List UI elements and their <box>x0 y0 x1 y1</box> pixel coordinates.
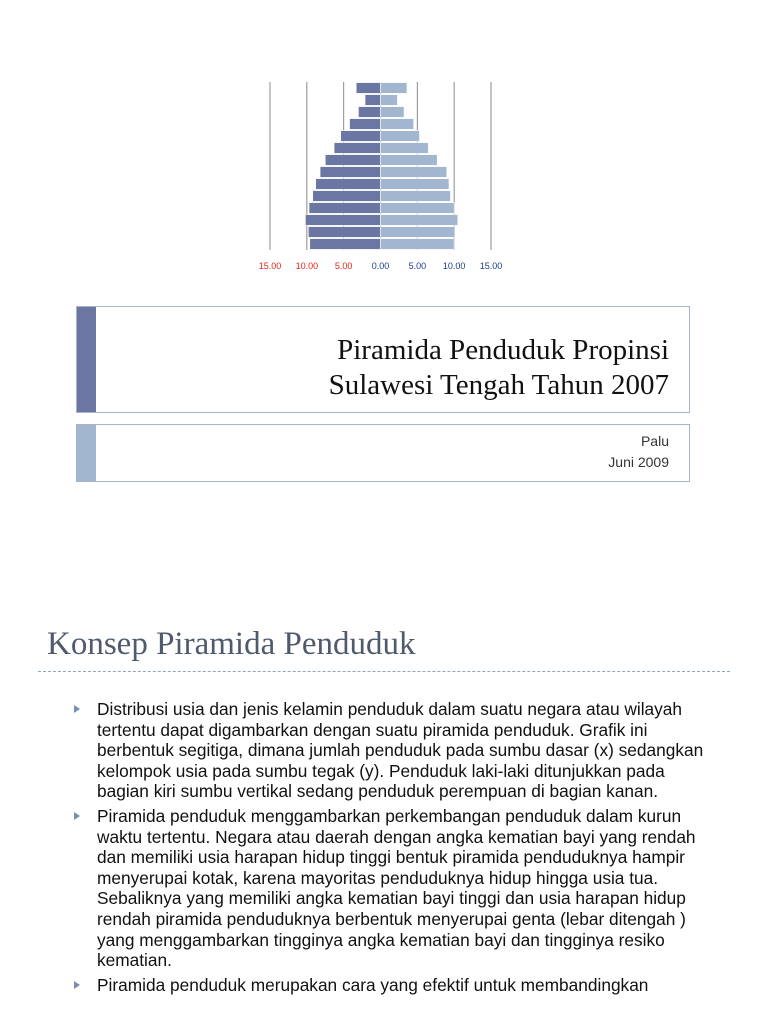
bullet-list <box>70 699 720 999</box>
bar-female <box>381 143 429 154</box>
bar-male <box>325 155 380 166</box>
bar-male <box>356 83 380 94</box>
subtitle-accent-bar <box>77 425 96 481</box>
subtitle-date: Juni 2009 <box>608 454 669 470</box>
bar-male <box>309 203 380 214</box>
bar-female <box>381 167 447 178</box>
bar-female <box>381 215 458 226</box>
bar-male <box>350 119 381 130</box>
bar-female <box>381 131 420 142</box>
slide-title-line-2: Sulawesi Tengah Tahun 2007 <box>328 369 669 401</box>
x-tick-label: 15.00 <box>258 261 282 271</box>
slide-title-line-1: Piramida Penduduk Propinsi <box>337 334 669 366</box>
title-box <box>76 306 690 413</box>
bullet-text: Piramida penduduk menggambarkan perkembangan penduduk dalam kurun waktu tertentu. Negara atau daerah dengan angka kematian bayi yang rendah dan memiliki usia harapan hidup tinggi bentuk piramida penduduknya hampir menyerupai kotak, karena mayoritas penduduknya hidup hingga usia tua. Sebaliknya yang memiliki angka kematian bayi tinggi dan usia harapan hidup rendah piramida penduduknya berbentuk menyerupai genta (lebar ditengah ) yang menggambarkan tingginya angka kematian bayi dan tingginya resiko kematian. <box>97 805 696 971</box>
bar-male <box>305 215 380 226</box>
triangle-bullet-icon <box>74 705 80 713</box>
bar-male <box>310 239 381 250</box>
bar-female <box>381 179 450 190</box>
subtitle <box>608 431 669 473</box>
bar-female <box>381 119 414 130</box>
bar-male <box>334 143 380 154</box>
bar-female <box>381 227 455 238</box>
bar-male <box>320 167 380 178</box>
bullet-item <box>70 699 720 802</box>
bar-male <box>316 179 381 190</box>
x-tick-label: 15.00 <box>479 261 503 271</box>
subtitle-box <box>76 424 690 482</box>
population-pyramid-chart <box>250 74 520 279</box>
subtitle-place: Palu <box>640 433 669 449</box>
bar-female <box>381 155 438 166</box>
triangle-bullet-icon <box>74 981 80 989</box>
bullet-item <box>70 975 720 996</box>
section-heading: Konsep Piramida Penduduk <box>47 626 416 662</box>
bar-female <box>381 203 455 214</box>
triangle-bullet-icon <box>74 812 80 820</box>
title-accent-bar <box>77 307 96 412</box>
bullet-text: Piramida penduduk merupakan cara yang efektif untuk membandingkan <box>97 974 649 995</box>
bullet-item <box>70 806 720 971</box>
bar-male <box>313 191 381 202</box>
heading-divider <box>38 671 730 672</box>
bar-male <box>358 107 380 118</box>
bar-female <box>381 95 398 106</box>
bar-female <box>381 83 408 94</box>
x-tick-label: 0.00 <box>371 261 390 271</box>
bar-female <box>381 191 451 202</box>
x-tick-label: 5.00 <box>408 261 427 271</box>
bar-female <box>381 239 455 250</box>
x-tick-label: 10.00 <box>442 261 466 271</box>
x-tick-label: 10.00 <box>295 261 319 271</box>
bar-male <box>365 95 380 106</box>
bar-male <box>308 227 380 238</box>
bar-male <box>341 131 381 142</box>
bullet-text: Distribusi usia dan jenis kelamin penduduk dalam suatu negara atau wilayah tertentu dapat digambarkan dengan suatu piramida penduduk. Grafik ini berbentuk segitiga, dimana jumlah penduduk pada sumbu dasar (x) sedangkan kelompok usia pada sumbu tegak (y). Penduduk laki-laki ditunjukkan pada bagian kiri sumbu vertikal sedang penduduk perempuan di bagian kanan. <box>97 699 704 802</box>
bar-female <box>381 107 405 118</box>
x-tick-label: 5.00 <box>334 261 353 271</box>
slide-title <box>329 333 669 403</box>
